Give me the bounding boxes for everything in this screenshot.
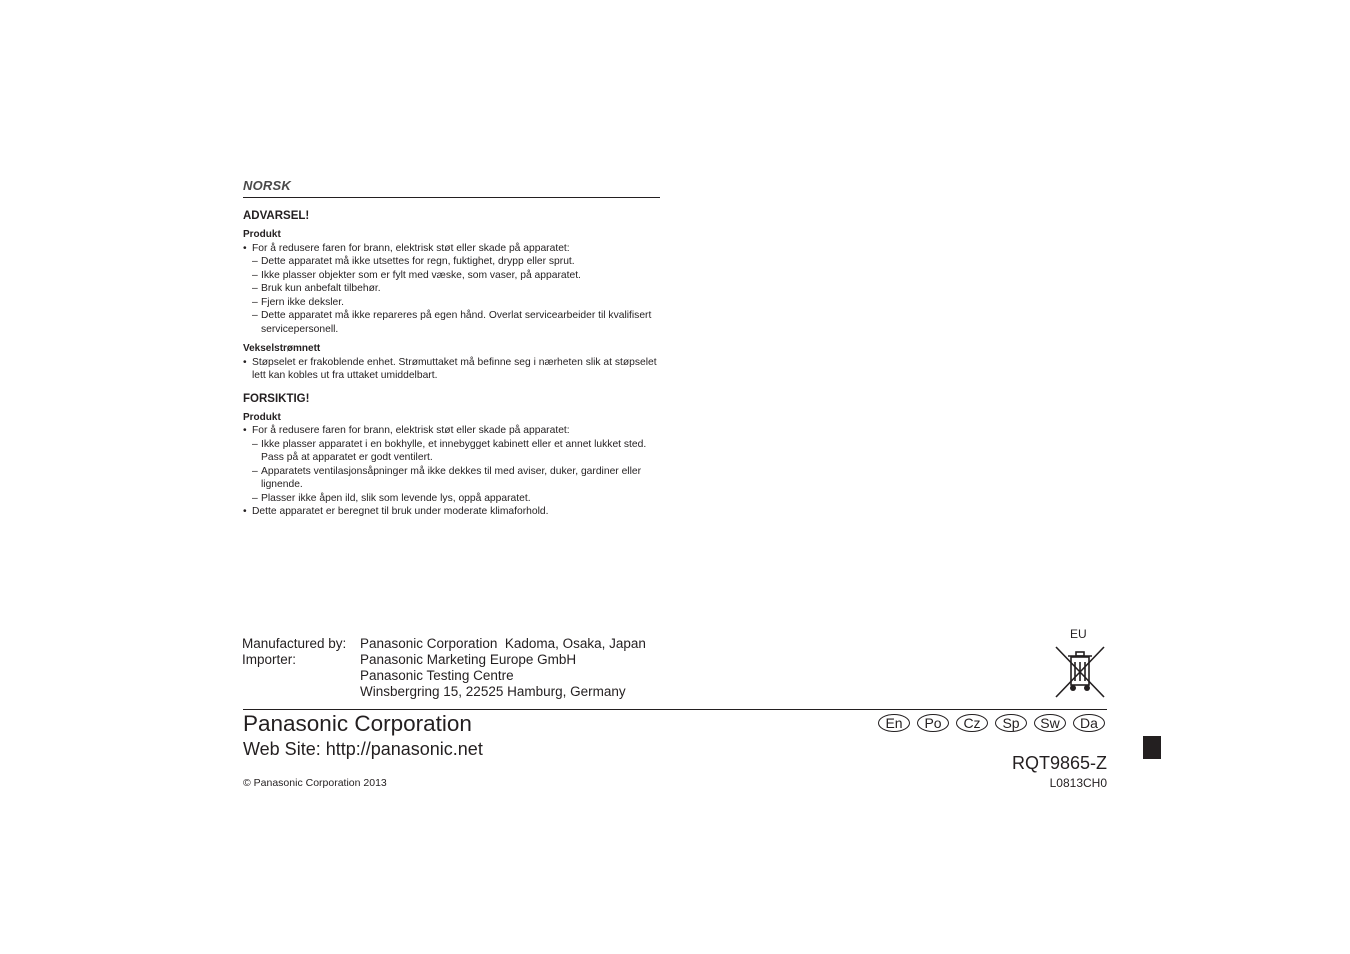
language-badge: En — [878, 714, 910, 732]
caution-product-heading: Produkt — [243, 411, 281, 423]
warning-item: – Fjern ikke deksler. — [252, 296, 344, 308]
climate-text: • Dette apparatet er beregnet til bruk under moderate klimaforhold. — [243, 506, 549, 517]
warning-product-intro: • For å redusere faren for brann, elektrisk støt eller skade på apparatet: — [243, 242, 570, 254]
model-code: RQT9865-Z — [1011, 753, 1107, 773]
manufacturer-info — [242, 636, 646, 700]
warning-mains-block — [243, 342, 663, 383]
importer-label: Importer: — [242, 652, 297, 667]
importer-line: Panasonic Testing Centre — [360, 668, 514, 683]
mains-heading: Vekselstrømnett — [243, 343, 321, 354]
weee-bin-icon — [1053, 644, 1107, 700]
warning-item: – Dette apparatet må ikke utsettes for regn, fuktighet, drypp eller sprut. — [252, 256, 575, 267]
importer-line: Winsbergring 15, 22525 Hamburg, Germany — [360, 684, 626, 699]
manufacturer-value: Panasonic Corporation Kadoma, Osaka, Japan — [360, 636, 646, 651]
caution-item: – Ikke plasser apparatet i en bokhylle, et innebygget kabinett eller et annet lukket sted. Pass på at apparatet er godt ventilert. — [252, 438, 647, 463]
print-code: L0813CH0 — [1049, 776, 1107, 790]
language-badge: Po — [917, 714, 949, 732]
warning-heading: ADVARSEL! — [243, 210, 310, 222]
language-badge: Sw — [1034, 714, 1066, 732]
language-badges — [878, 714, 1105, 732]
section-divider — [243, 197, 660, 198]
importer-line: Panasonic Marketing Europe GmbH — [360, 652, 577, 667]
safety-warnings — [243, 209, 663, 525]
warning-item: – Ikke plasser objekter som er fylt med væske, som vaser, på apparatet. — [252, 269, 581, 281]
language-badge: Sp — [995, 714, 1027, 732]
caution-product-block — [243, 411, 663, 519]
caution-product-intro: • For å redusere faren for brann, elektrisk støt eller skade på apparatet: — [243, 425, 570, 436]
manufacturer-label: Manufactured by: — [242, 636, 347, 651]
website-url: Web Site: http://panasonic.net — [243, 739, 483, 759]
page-edge-marker — [1143, 736, 1161, 759]
warning-item: – Bruk kun anbefalt tilbehør. — [252, 283, 381, 294]
warning-product-heading: Produkt — [243, 229, 281, 240]
caution-item: – Apparatets ventilasjonsåpninger må ikke dekkes til med aviser, duker, gardiner eller lignende. — [252, 465, 642, 490]
language-badge: Da — [1073, 714, 1105, 732]
section-title: NORSK — [243, 178, 291, 193]
warning-item: – Dette apparatet må ikke repareres på egen hånd. Overlat servicearbeider til kvalifisert servicepersonell. — [252, 310, 652, 335]
copyright-notice: © Panasonic Corporation 2013 — [243, 777, 387, 789]
corporation-name: Panasonic Corporation — [243, 711, 472, 736]
eu-label: EU — [1070, 627, 1087, 641]
language-badge: Cz — [956, 714, 988, 732]
caution-heading: FORSIKTIG! — [243, 392, 310, 405]
warning-product-block — [243, 228, 663, 336]
caution-item: – Plasser ikke åpen ild, slik som levende lys, oppå apparatet. — [252, 492, 531, 504]
mains-text: • Støpselet er frakoblende enhet. Strømuttaket må befinne seg i nærheten slik at støpselet lett kan kobles ut fra uttaket umiddelbart. — [243, 356, 657, 381]
